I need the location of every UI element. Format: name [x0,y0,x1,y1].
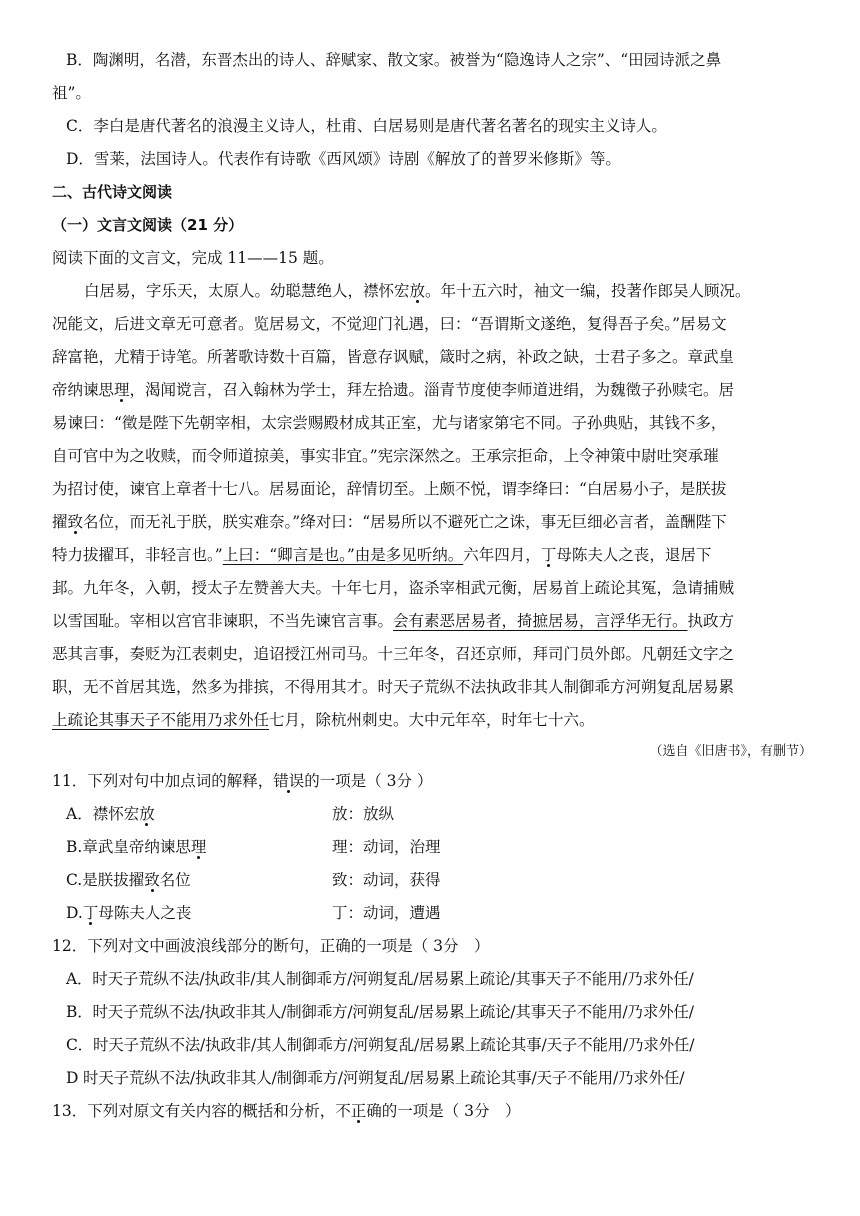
wavy-underlined-sentence: 上疏论其事天子不能用乃求外任 [52,711,270,729]
question-11-option: B.章武皇帝纳谏思理 理：动词，治理 [66,838,441,856]
passage-row: 帝纳谏思理，渴闻谠言，召入翰林为学士，拜左拾遗。淄青节度使李师道进绢，为魏徵子孙赎宅。居 [52,381,735,399]
instruction: 阅读下面的文言文，完成 11——15 题。 [52,249,334,267]
passage-row: 擢致名位，而无礼于朕，朕实难奈。”绛对曰：“居易所以不避死亡之诛，事无巨细必言者，盖酬陛下 [52,513,727,531]
source-note: （选自《旧唐书》，有删节） [649,744,812,759]
passage-row: 自可官中为之收赎，而令师道掠美，事实非宜。”宪宗深然之。王承宗拒命，上令神策中尉吐突承璀 [52,447,719,465]
emphasis-dot: 理 [190,838,207,856]
question-11-option: C.是朕拔擢致名位 致：动词，获得 [66,871,441,889]
passage-row: 职，无不首居其选，然多为排摈，不得用其才。时天子荒纵不法执政非其人制御乖方河朔复乱居易累 [52,678,735,696]
option-b-line2: 祖”。 [52,84,91,102]
passage-row: 况能文，后进文章无可意者。览居易文，不觉迎门礼遇，曰：“吾谓斯文遂绝，复得吾子矣。”居易文 [52,315,727,333]
question-12-option-b: B．时天子荒纵不法/执政非其人/制御乖方/河朔复乱/居易累上疏论/其事天子不能用/乃求外任/ [66,1003,694,1021]
exam-page [52,44,812,1128]
question-12-stem: 12．下列对文中画波浪线部分的断句，正确的一项是（ 3分 ） [52,937,490,955]
emphasis-dot: 不正确 [335,1102,382,1120]
passage-row: 上疏论其事天子不能用乃求外任七月，除杭州刺史。大中元年卒，时年七十六。 [52,711,595,729]
emphasis-dot: 错误 [273,772,305,790]
subsection-title: （一）文言文阅读（21 分） [52,216,244,234]
underlined-sentence: 上曰：“卿言是也。”由是多见听纳。 [222,546,464,564]
passage-row: 特力拔擢耳，非轻言也。”上曰：“卿言是也。”由是多见听纳。六年四月，丁母陈夫人之丧，退居下 [52,546,712,564]
passage-row: 白居易，字乐天，太原人。幼聪慧绝人，襟怀宏放。年十五六时，袖文一编，投著作郎吴人顾况。 [84,282,751,300]
emphasis-dot: 放 [139,805,155,823]
option-b-line1: B．陶渊明，名潜，东晋杰出的诗人、辞赋家、散文家。被誉为“隐逸诗人之宗”、“田园诗派之鼻 [66,51,722,69]
question-11-option: A．襟怀宏放 放：放纵 [66,805,395,823]
question-12-option-a: A．时天子荒纵不法/执政非/其人制御乖方/河朔复乱/居易累上疏论/其事天子不能用/乃求外任/ [66,970,694,988]
question-11-stem: 11．下列对句中加点词的解释，错误的一项是（ 3分 ） [52,772,433,790]
passage-row: 为招讨使，谏官上章者十七八。居易面论，辞情切至。上颇不悦，谓李绛曰：“白居易小子，是朕拔 [52,480,727,498]
question-11-option: D.丁母陈夫人之丧 丁：动词，遭遇 [66,904,441,922]
emphasis-dot: 致 [144,871,160,889]
emphasis-dot: 理 [114,381,130,399]
emphasis-dot: 致 [67,513,84,531]
question-12-option-d: D 时天子荒纵不法/执政非其人/制御乖方/河朔复乱/居易累上疏论其事/天子不能用/乃求外任/ [66,1069,685,1087]
option-c: C．李白是唐代著名的浪漫主义诗人，杜甫、白居易则是唐代著名著名的现实主义诗人。 [66,117,667,135]
question-13-stem: 13．下列对原文有关内容的概括和分析，不正确的一项是（ 3分 ） [52,1102,521,1120]
option-d: D．雪莱，法国诗人。代表作有诗歌《西风颂》诗剧《解放了的普罗米修斯》等。 [66,150,621,168]
emphasis-dot: 丁 [540,546,557,564]
passage-row: 辞富艳，尤精于诗笔。所著歌诗数十百篇，皆意存讽赋，箴时之病，补政之缺，士君子多之。章武皇 [52,348,735,366]
emphasis-dot: 放 [409,282,426,300]
passage-row: 以雪国耻。宰相以宫官非谏职，不当先谏官言事。会有素恶居易者，掎摭居易，言浮华无行。执政方 [52,612,735,630]
classical-passage [52,275,812,737]
question-12-option-c: C．时天子荒纵不法/执政非/其人制御乖方/河朔复乱/居易累上疏论其事/天子不能用/乃求外任/ [66,1036,695,1054]
section-title: 二、古代诗文阅读 [52,183,173,201]
emphasis-dot: 丁 [82,904,99,922]
passage-row: 易谏曰：“徵是陛下先朝宰相，太宗尝赐殿材成其正室，尤与诸家第宅不同。子孙典贴，其钱不多， [52,414,727,432]
underlined-sentence: 会有素恶居易者，掎摭居易，言浮华无行。 [393,612,688,630]
passage-row: 邽。九年冬，入朝，授太子左赞善大夫。十年七月，盗杀宰相武元衡，居易首上疏论其冤，急请捕贼 [52,579,735,597]
passage-row: 恶其言事，奏贬为江表刺史，追诏授江州司马。十三年冬，召还京师，拜司门员外郎。凡朝廷文字之 [52,645,735,663]
